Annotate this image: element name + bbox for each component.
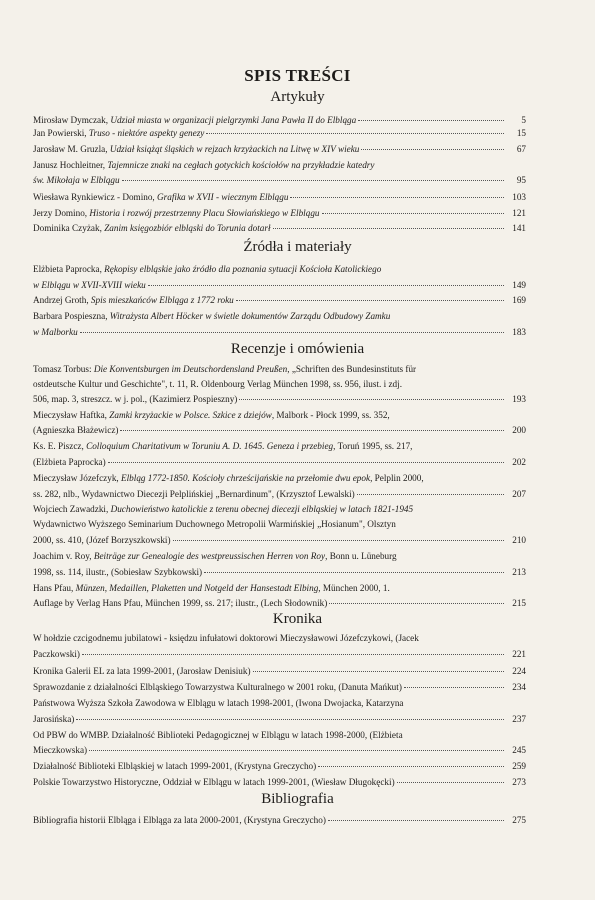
page-number: 183	[512, 327, 526, 337]
toc-entry-cont: (Agnieszka Błażewicz) 200	[33, 425, 526, 435]
toc-entry-cont: 506, map. 3, streszcz. w j. pol., (Kazimierz Pospieszny) 193	[33, 394, 526, 404]
toc-entry-cont: ostdeutsche Kultur und Geschichte", t. 11, R. Oldenbourg Verlag München 1998, ss. 956, ilust. i zdj.	[33, 379, 402, 389]
toc-entry: Barbara Pospieszna, Witrażysta Albert Höcker w świetle dokumentów Zarządu Odbudowy Zamku	[33, 311, 391, 321]
page-number: 141	[512, 223, 526, 233]
page-number: 224	[512, 666, 526, 676]
toc-entry: Jan Powierski, Truso - niektóre aspekty genezy 15	[33, 128, 526, 138]
page-number: 169	[512, 295, 526, 305]
page-number: 210	[512, 535, 526, 545]
toc-entry-cont: ss. 282, nlb., Wydawnictwo Diecezji Pelplińskiej „Bernardinum", (Krzysztof Lewalski) 207	[33, 489, 526, 499]
section-bibliografia-heading: Bibliografia	[261, 791, 334, 807]
section-zrodla-heading: Źródła i materiały	[243, 239, 352, 255]
toc-entry: Wiesława Rynkiewicz - Domino, Grafika w XVII - wiecznym Elblągu 103	[33, 192, 526, 202]
section-artykuly-heading: Artykuły	[270, 89, 325, 105]
toc-entry-cont: w Elblągu w XVII-XVIII wieku 149	[33, 280, 526, 290]
toc-entry: Jerzy Domino, Historia i rozwój przestrzenny Placu Słowiańskiego w Elblągu 121	[33, 208, 526, 218]
toc-entry-cont: (Elżbieta Paprocka) 202	[33, 457, 526, 467]
toc-entry-cont: 1998, ss. 114, ilustr., (Sobiesław Szybkowski) 213	[33, 567, 526, 577]
page-number: 67	[516, 144, 526, 154]
page-number: 5	[521, 115, 526, 125]
page-number: 200	[512, 425, 526, 435]
toc-entry-cont: Jarosińska) 237	[33, 714, 526, 724]
toc-entry: Od PBW do WMBP. Działalność Biblioteki Pedagogicznej w Elblągu w latach 1998-2000, (Elżbieta	[33, 730, 403, 740]
toc-entry: Joachim v. Roy, Beiträge zur Genealogie des westpreussischen Herren von Roy, Bonn u. Lüneburg	[33, 551, 397, 561]
toc-entry-cont: Mieczkowska) 245	[33, 745, 526, 755]
page-number: 215	[512, 598, 526, 608]
page-number: 207	[512, 489, 526, 499]
toc-entry: W hołdzie czcigodnemu jubilatowi - księdzu infułatowi doktorowi Mieczysławowi Józefczykowi, (Jacek	[33, 633, 419, 643]
toc-entry-cont: w Malborku 183	[33, 327, 526, 337]
page-number: 275	[512, 815, 526, 825]
page-number: 95	[516, 175, 526, 185]
toc-entry: Mieczysław Józefczyk, Elbląg 1772-1850. Kościoły chrześcijańskie na przełomie dwu epok, Pelplin 2000,	[33, 473, 424, 483]
toc-entry: Andrzej Groth, Spis mieszkańców Elbląga z 1772 roku 169	[33, 295, 526, 305]
toc-entry-cont: Auflage by Verlag Hans Pfau, München 1999, ss. 217; ilustr., (Lech Słodownik) 215	[33, 598, 526, 608]
toc-entry: Ks. E. Piszcz, Colloquium Charitativum w Toruniu A. D. 1645. Geneza i przebieg, Toruń 1995, ss. 217,	[33, 441, 413, 451]
toc-entry: Państwowa Wyższa Szkoła Zawodowa w Elblągu w latach 1998-2001, (Iwona Dwojacka, Katarzyna	[33, 698, 404, 708]
toc-entry-cont: 2000, ss. 410, (Józef Borzyszkowski) 210	[33, 535, 526, 545]
page-number: 193	[512, 394, 526, 404]
toc-entry: Dominika Czyżak, Zanim księgozbiór elbląski do Torunia dotarł 141	[33, 223, 526, 233]
toc-entry: Mirosław Dymczak, Udział miasta w organizacji pielgrzymki Jana Pawła II do Elbląga 5	[33, 115, 526, 125]
page-number: 149	[512, 280, 526, 290]
section-recenzje-heading: Recenzje i omówienia	[230, 341, 365, 357]
toc-entry: Polskie Towarzystwo Historyczne, Oddział w Elblągu w latach 1999-2001, (Wiesław Długokęcki) 273	[33, 777, 526, 787]
toc-entry-cont: św. Mikołaja w Elblągu 95	[33, 175, 526, 185]
page-number: 15	[516, 128, 526, 138]
page-number: 121	[512, 208, 526, 218]
toc-entry: Hans Pfau, Münzen, Medaillen, Plaketten und Notgeld der Hansestadt Elbing, München 2000, 1.	[33, 583, 390, 593]
page-number: 245	[512, 745, 526, 755]
page-title: SPIS TREŚCI	[244, 66, 351, 85]
toc-entry: Jarosław M. Gruzla, Udział książąt śląskich w rejzach krzyżackich na Litwę w XIV wieku 67	[33, 144, 526, 154]
toc-entry: Wojciech Zawadzki, Duchowieństwo katolickie z terenu obecnej diecezji elbląskiej w latach 1821-1945	[33, 504, 414, 514]
page-number: 213	[512, 567, 526, 577]
page-number: 273	[512, 777, 526, 787]
toc-entry-cont: Paczkowski) 221	[33, 649, 526, 659]
section-kronika-heading: Kronika	[272, 611, 323, 627]
toc-entry: Elżbieta Paprocka, Rękopisy elbląskie jako źródło dla poznania sytuacji Kościoła Katolickiego	[33, 264, 382, 274]
toc-entry: Sprawozdanie z działalności Elbląskiego Towarzystwa Kulturalnego w 2001 roku, (Danuta Mańkut) 234	[33, 682, 526, 692]
page-number: 103	[512, 192, 526, 202]
page-number: 237	[512, 714, 526, 724]
toc-entry-cont: Wydawnictwo Wyższego Seminarium Duchownego Metropolii Warmińskiej „Hosianum", Olsztyn	[33, 519, 396, 529]
page-number: 259	[512, 761, 526, 771]
toc-entry: Bibliografia historii Elbląga i Elbląga za lata 2000-2001, (Krystyna Greczycho) 275	[33, 815, 526, 825]
page-number: 202	[512, 457, 526, 467]
toc-entry: Działalność Biblioteki Elbląskiej w latach 1999-2001, (Krystyna Greczycho) 259	[33, 761, 526, 771]
page-number: 234	[512, 682, 526, 692]
toc-entry: Tomasz Torbus: Die Konventsburgen im Deutschordensland Preußen, „Schriften des Bundesinstituts für	[33, 364, 417, 374]
toc-entry: Kronika Galerii EL za lata 1999-2001, (Jarosław Denisiuk) 224	[33, 666, 526, 676]
toc-entry: Janusz Hochleitner, Tajemnicze znaki na cegłach gotyckich kościołów na przykładzie katedry	[33, 160, 375, 170]
toc-entry: Mieczysław Haftka, Zamki krzyżackie w Polsce. Szkice z dziejów, Malbork - Płock 1999, ss. 352,	[33, 410, 390, 420]
page-number: 221	[512, 649, 526, 659]
